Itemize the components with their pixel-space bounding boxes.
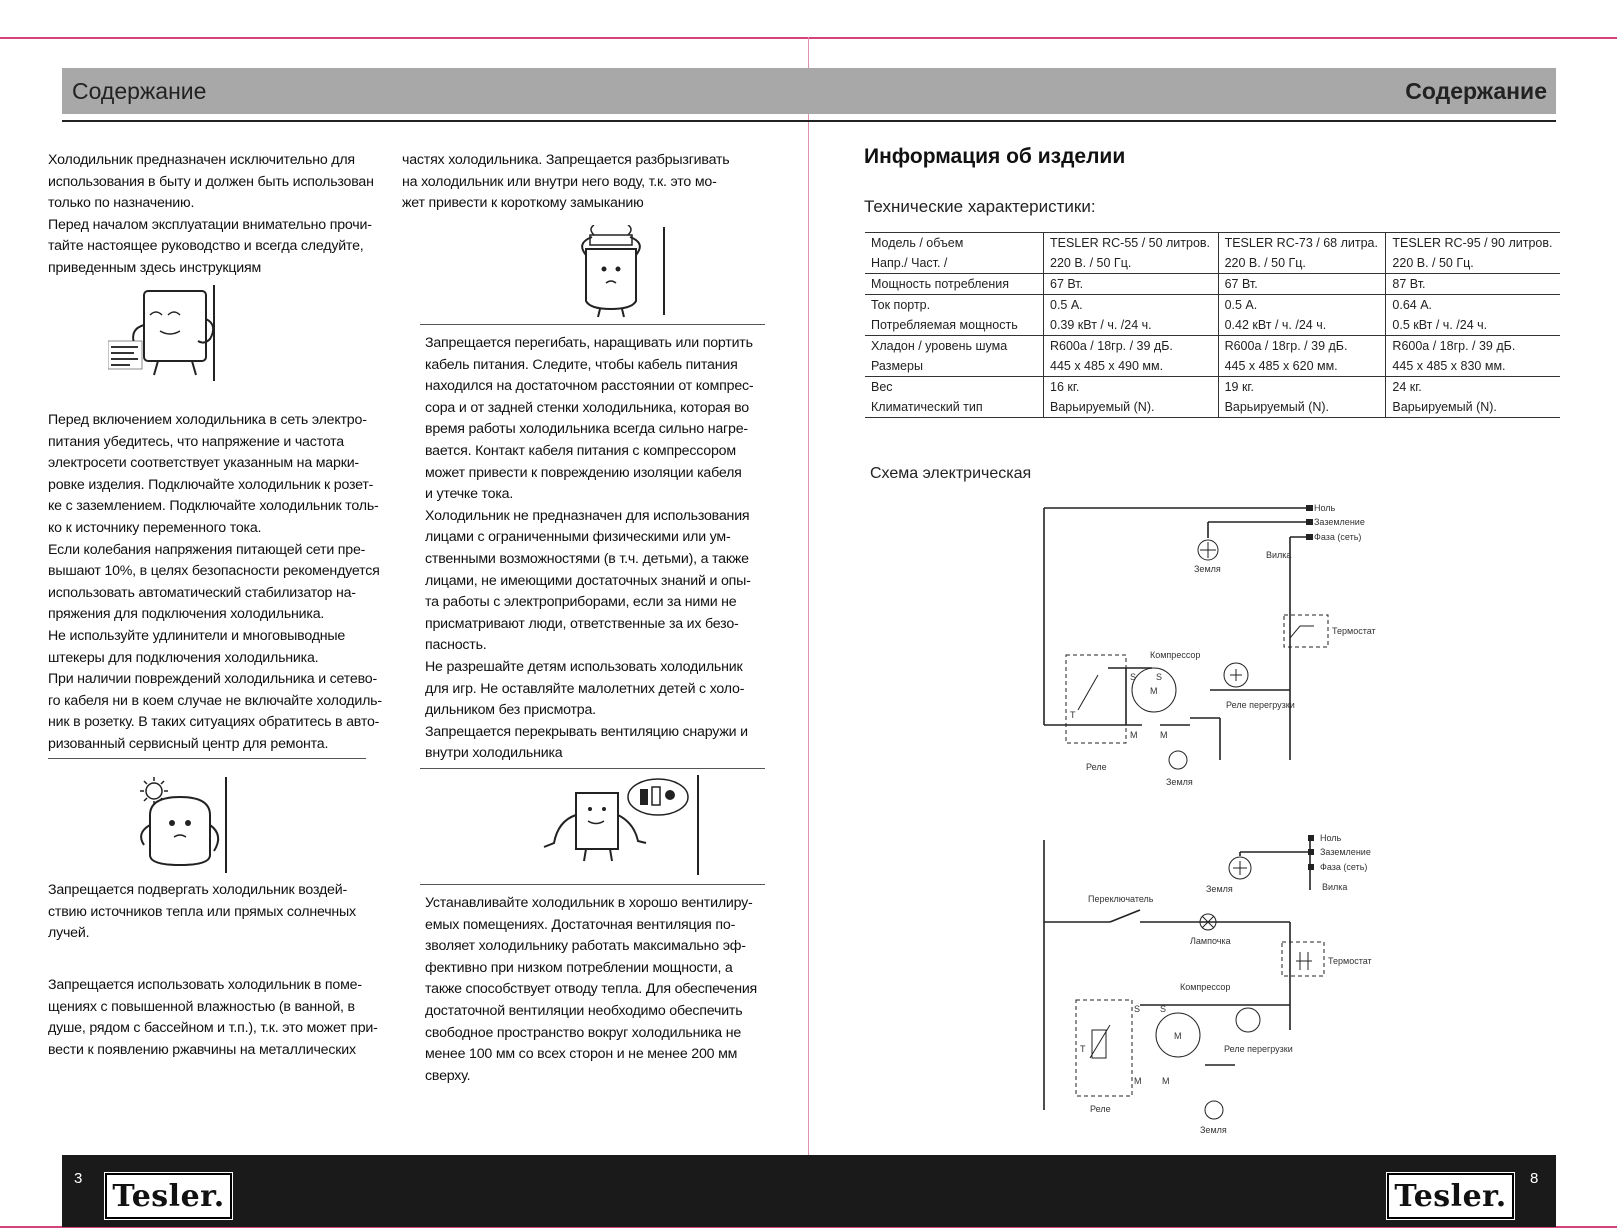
table-cell: 24 кг. (1386, 377, 1560, 398)
right-page-number: 8 (1530, 1170, 1539, 1187)
left-header-title: Содержание (72, 78, 207, 104)
diagram2-label-s2: S (1160, 1004, 1167, 1014)
diagram1-label-s2: S (1156, 672, 1163, 682)
table-cell: R600a / 18гр. / 39 дБ. (1386, 336, 1560, 357)
table-cell: 67 Вт. (1218, 274, 1386, 295)
diagram2-label-overload: Реле перегрузки (1224, 1044, 1293, 1054)
table-cell: 0.5 кВт / ч. /24 ч. (1386, 315, 1560, 336)
table-cell: Климатический тип (865, 397, 1044, 418)
diagram2-label-phase: Фаза (сеть) (1320, 862, 1368, 872)
wiring-diagram-2 (1030, 830, 1390, 1140)
diagram2-label-t: T (1080, 1044, 1086, 1054)
diagram1-label-s: S (1130, 672, 1137, 682)
table-cell: 220 В. / 50 Гц. (1044, 253, 1219, 274)
table-cell: Варьируемый (N). (1386, 397, 1560, 418)
diagram1-label-t: T (1070, 710, 1076, 720)
diagram1-label-plug: Вилка (1266, 550, 1292, 560)
diagram1-label-ground2: Земля (1166, 777, 1193, 787)
diagram1-label-m-motor: M (1150, 686, 1158, 696)
left-col2-para1: частях холодильника. Запрещается разбрызгивать на холодильник или внутри него воду, т.к. это мо- жет привести к короткому замыканию (402, 152, 730, 212)
left-col2-para3: Устанавливайте холодильник в хорошо вентилиру- емых помещениях. Достаточная вентиляция по- зволяет холодильнику работать максимально эф- фективно при низком потреблении мощности, а также способствует отводу тепла. Для обеспечения достаточной вентиляции необходимо обеспечить свободное пространство вокруг холодильника не менее 100 мм со всех сторон и не менее 200 мм сверху. (425, 895, 758, 1084)
tesler-logo-left: Tesler. (104, 1172, 233, 1220)
product-info-heading: Информация об изделии (864, 145, 1126, 168)
table-cell: 19 кг. (1218, 377, 1386, 398)
left-col1-para1: Холодильник предназначен исключительно для использования в быту и должен быть использован только по назначению. Перед началом эксплуатации внимательно прочи- тайте настоящее руководство и всегда следуйте, приведенным здесь инструкциям (48, 152, 374, 276)
table-cell: Вес (865, 377, 1044, 398)
table-cell: 0.5 А. (1044, 295, 1219, 316)
table-cell: Потребляемая мощность (871, 318, 1018, 332)
table-cell: TESLER RC-95 / 90 литров. (1386, 233, 1560, 254)
table-row (865, 253, 1560, 274)
table-cell: 445 x 485 x 490 мм. (1044, 356, 1219, 377)
fridge-voltage-illustration (108, 285, 223, 385)
diagram2-label-thermostat: Термостат (1328, 956, 1372, 966)
diagram2-label-m-motor: M (1174, 1031, 1182, 1041)
diagram2-label-relay: Реле (1090, 1104, 1111, 1114)
table-cell: Варьируемый (N). (1218, 397, 1386, 418)
diagram1-label-relay: Реле (1086, 762, 1107, 772)
left-col2-rule3 (420, 884, 765, 885)
table-cell: Мощность потребления (865, 274, 1044, 295)
table-row (865, 356, 1560, 377)
right-header-title: Содержание (1405, 78, 1547, 104)
schema-heading: Схема электрическая (870, 465, 1032, 482)
left-col1-para4: Запрещается использовать холодильник в поме- щениях с повышенной влажностью (в ванной, в душе, рядом с бассейном и т.п.), т.к. это может при- вести к появлению ржавчины на металлических (48, 977, 378, 1058)
left-col1-para2: Перед включением холодильника в сеть электро- питания убедитесь, что напряжение и частота электросети соответствует указанным на марки- ровке изделия. Подключайте холодильник к розет- ке с заземлением. Подключайте холодильник толь- ко к источнику переменного тока. Если колебания напряжения питающей сети пре- вышают 10%, в целях безопасности рекомендуется использовать автоматический стабилизатор на- пряжения для подключения холодильника. Не используйте удлинители и многовыводные штекеры для подключения холодильника. При наличии повреждений холодильника и сетево- го кабеля ни в коем случае не включайте холодиль- ник в розетку. В таких ситуациях обратитесь в авто- ризованный сервисный центр для ремонта. (48, 412, 382, 752)
diagram2-label-switch: Переключатель (1088, 894, 1154, 904)
diagram2-label-m2: M (1162, 1076, 1170, 1086)
diagram1-label-m: M (1130, 730, 1138, 740)
table-cell: Ток портр. (865, 295, 1044, 316)
left-col2-para2: Запрещается перегибать, наращивать или портить кабель питания. Следите, чтобы кабель питания находился на достаточном расстоянии от компрес- сора и от задней стенки холодильника, которая во время работы холодильника всегда сильно нагре- вается. Контакт кабеля питания с компрессором может привести к повреждению изоляции кабеля и утечке тока. Холодильник не предназначен для использования лицами с ограниченными физическими или ум- ственными возможностями (в т.ч. детьми), а также лицами, не имеющими достаточных знаний и опы- та работы с электроприборами, если за ними не присматривают люди, ответственные за их безо- пасность. Не разрешайте детям использовать холодильник для игр. Не оставляйте малолетних детей с холо- дильником без присмотра. Запрещается перекрывать вентиляцию снаружи и внутри холодильника (425, 335, 754, 762)
diagram1-label-ground-wire: Заземление (1314, 517, 1365, 527)
diagram2-label-neutral: Ноль (1320, 833, 1342, 843)
table-cell: Варьируемый (N). (1044, 397, 1219, 418)
diagram2-label-ground2: Земля (1200, 1125, 1227, 1135)
table-cell: Размеры (871, 359, 923, 373)
diagram2-label-lamp: Лампочка (1190, 936, 1231, 946)
page-fold-line (808, 37, 809, 1227)
table-cell: 0.39 кВт / ч. /24 ч. (1044, 315, 1219, 336)
fridge-ventilation-illustration (538, 775, 708, 880)
wiring-diagram-1 (1030, 500, 1390, 805)
tesler-logo-right: Tesler. (1386, 1172, 1515, 1220)
table-row (865, 377, 1560, 398)
table-cell: Хладон / уровень шума (865, 336, 1044, 357)
left-page-number: 3 (74, 1170, 83, 1187)
right-header-rule (809, 120, 1556, 122)
diagram2-label-compressor: Компрессор (1180, 982, 1231, 992)
table-cell: TESLER RC-73 / 68 литра. (1218, 233, 1386, 254)
table-cell: TESLER RC-55 / 50 литров. (1044, 233, 1219, 254)
table-cell: 0.64 А. (1386, 295, 1560, 316)
diagram1-label-overload: Реле перегрузки (1226, 700, 1295, 710)
diagram2-label-ground: Земля (1206, 884, 1233, 894)
diagram2-label-plug: Вилка (1322, 882, 1348, 892)
diagram1-label-ground: Земля (1194, 564, 1221, 574)
table-cell: 0.42 кВт / ч. /24 ч. (1218, 315, 1386, 336)
table-cell: 0.5 А. (1218, 295, 1386, 316)
left-col2-rule2 (420, 768, 765, 769)
table-row (865, 336, 1560, 357)
table-cell: 220 В. / 50 Гц. (1386, 253, 1560, 274)
table-cell: Модель / объем (865, 233, 1044, 254)
table-row (865, 295, 1560, 316)
table-cell: 445 x 485 x 830 мм. (1386, 356, 1560, 377)
table-cell: 67 Вт. (1044, 274, 1219, 295)
diagram1-label-neutral: Ноль (1314, 503, 1336, 513)
diagram2-label-m: M (1134, 1076, 1142, 1086)
diagram1-label-phase: Фаза (сеть) (1314, 532, 1362, 542)
left-col2-rule1 (420, 324, 765, 325)
diagram1-label-thermostat: Термостат (1332, 626, 1376, 636)
left-header-rule (62, 120, 809, 122)
diagram2-label-ground-wire: Заземление (1320, 847, 1371, 857)
table-row (865, 274, 1560, 295)
table-cell: 16 кг. (1044, 377, 1219, 398)
table-cell: R600a / 18гр. / 39 дБ. (1044, 336, 1219, 357)
diagram2-label-s: S (1134, 1004, 1141, 1014)
left-col1-para3: Запрещается подвергать холодильник воздей- ствию источников тепла или прямых солнечных лучей. (48, 882, 356, 942)
specs-table (865, 232, 1560, 418)
left-col1-rule (48, 758, 366, 759)
diagram1-label-m2: M (1160, 730, 1168, 740)
table-cell: R600a / 18гр. / 39 дБ. (1218, 336, 1386, 357)
table-row (865, 315, 1560, 336)
table-cell: 87 Вт. (1386, 274, 1560, 295)
table-row (865, 233, 1560, 254)
table-cell: 445 x 485 x 620 мм. (1218, 356, 1386, 377)
fridge-water-illustration (568, 225, 673, 320)
table-cell: 220 В. / 50 Гц. (1218, 253, 1386, 274)
table-cell: Напр./ Част. / (871, 256, 948, 270)
fridge-sun-illustration (128, 775, 238, 875)
diagram1-label-compressor: Компрессор (1150, 650, 1201, 660)
table-row (865, 397, 1560, 418)
specs-heading: Технические характеристики: (864, 197, 1096, 216)
